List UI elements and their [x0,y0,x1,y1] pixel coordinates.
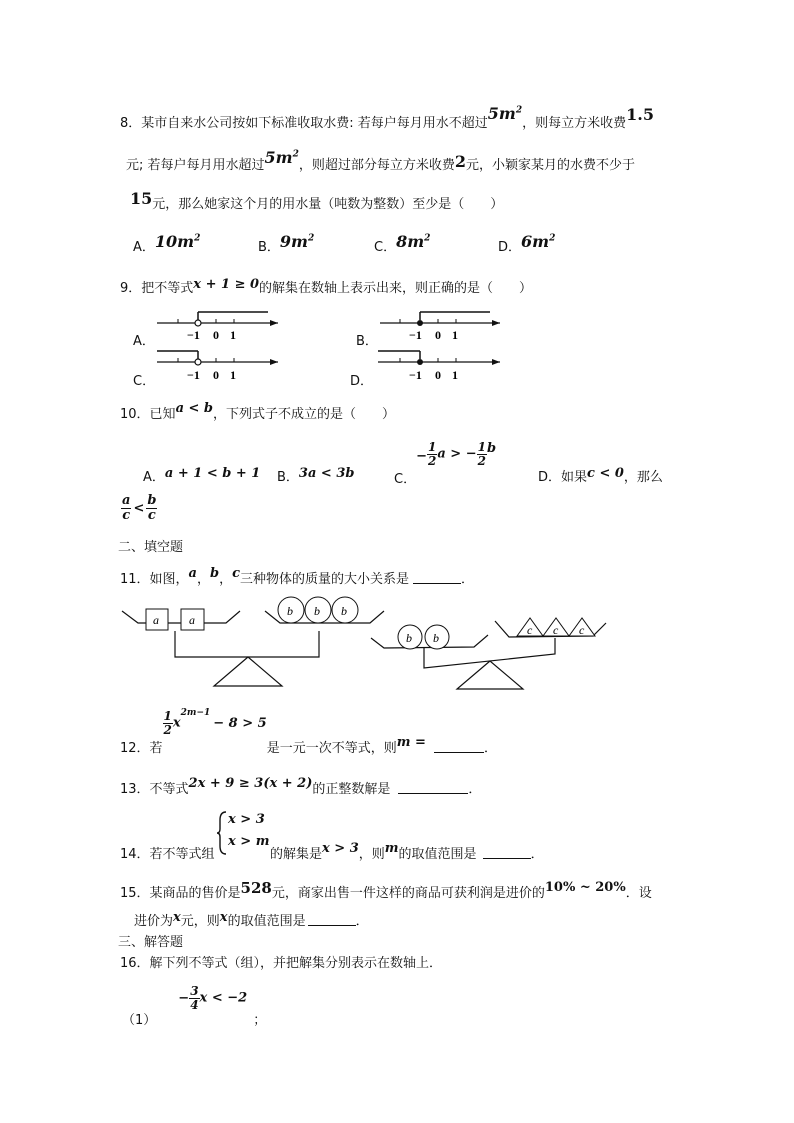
q8-amount: 15 [130,189,153,208]
q8-option-b[interactable]: B．$9m^2$ [258,232,315,255]
q8-price-2: 2 [454,152,466,171]
q10-line: 10．已知a < b，下列式子不成立的是（ ） [120,401,396,422]
q13-answer-blank[interactable] [398,781,468,794]
q11-line: 11．如图，a，b，c三种物体的质量的大小关系是 ． [120,566,475,587]
q8-price-1-5: 1.5 [626,105,654,124]
section-solve-title: 三、解答题 [118,935,184,950]
q9-a-tick-1: 1 [230,328,236,342]
q12-line: 12．若 $\frac{1}{2}$ $x^{2m-1}- 8 > 5$是一元一次不等式，则m = ． [120,708,497,756]
q14-brace-icon [216,810,228,856]
q11-tri-c3: c [579,623,585,637]
q13-line: 13．不等式2x + 9 ≥ 3(x + 2)的正整数解是 ． [120,776,482,797]
q11-circle-b3: b [341,604,347,618]
q16-part1: （1）− $\frac{3}{4}$ x < −2； [122,984,267,1028]
q9-number-line-d [378,351,500,382]
q9-expr: x + 1 ≥ 0 [193,277,260,292]
q9-c-tick-1: 1 [230,368,236,382]
q9-b-tick-0: 0 [435,328,441,342]
q9-a-tick-neg1: −1 [187,328,200,342]
q9-number-line-b [380,312,500,342]
q11-circle-b5: b [433,631,439,645]
section-fill-in-title: 二、填空题 [118,540,184,555]
q9-line: 9．把不等式x + 1 ≥ 0的解集在数轴上表示出来，则正确的是（ ） [120,277,533,296]
q8-text: 某市自来水公司按如下标准收取水费: 若每户每月用水不超过 [141,116,488,131]
q11-answer-blank[interactable] [413,571,461,584]
q14-answer-blank[interactable] [483,846,531,859]
q15-answer-blank[interactable] [308,913,356,926]
q9-c-tick-neg1: −1 [187,368,200,382]
q10-option-c[interactable]: C．− $\frac{1}{2}$ a > − $\frac{1}{2}$ b [394,440,497,487]
q9-option-a-label[interactable]: A． [133,334,155,349]
q10-option-d[interactable]: D．如果c < 0，那么 [538,466,663,485]
q9-d-tick-0: 0 [435,368,441,382]
q8-expr-5m2: $5m^2$ [487,104,523,123]
q8-line2: 元; 若每户每月用水超过$5m^2$，则超过部分每立方米收费2元，小颖家某月的水费不少于 [126,148,636,173]
q11-tri-c1: c [527,623,533,637]
q14-line: 14．若不等式组 [120,847,215,862]
q10-option-a[interactable]: A．a + 1 < b + 1 [143,466,261,485]
q8-line3: 15元，那么她家这个月的用水量（吨数为整数）至少是（ ） [130,189,504,212]
q9-number-line-a [157,312,278,342]
q11-box-a2: a [189,613,195,627]
q8-option-d[interactable]: D．$6m^2$ [498,232,556,255]
q9-option-b-label[interactable]: B． [356,334,378,349]
q11-left-balance [122,597,384,686]
q9-c-tick-0: 0 [213,368,219,382]
q14-line-rest: 的解集是x > 3，则m的取值范围是 ． [270,841,544,862]
q10-option-b[interactable]: B．3a < 3b [277,466,355,485]
q11-circle-b2: b [314,604,320,618]
q16-line: 16．解下列不等式（组），并把解集分别表示在数轴上． [120,956,443,971]
q9-option-d-label[interactable]: D． [350,374,374,389]
q15-line2: 进价为x元，则x的取值范围是 ． [134,910,369,929]
q8-option-c[interactable]: C．$8m^2$ [374,232,431,255]
q8-option-a[interactable]: A．$10m^2$ [133,232,201,255]
q12-answer-blank[interactable] [434,740,484,753]
q14-system-line2: x > m [228,834,270,849]
q15-line1: 15．某商品的售价是528元，商家出售一件这样的商品可获利润是进价的10% ~ 20%．设 [120,879,652,901]
q9-number-line-c [157,351,278,382]
q9-d-tick-neg1: −1 [409,368,422,382]
q9-b-tick-neg1: −1 [409,328,422,342]
q10-option-d-fraction: $\frac{a}{c}$ < $\frac{b}{c}$ [122,493,157,523]
q11-tri-c2: c [553,623,559,637]
q11-right-balance [371,618,606,689]
q11-balance-figure [0,590,794,700]
q8-expr-5m2-b: $5m^2$ [264,148,299,167]
q9-a-tick-0: 0 [213,328,219,342]
q8-line1: 8．某市自来水公司按如下标准收取水费: 若每户每月用水不超过$5m^2$，则每立方米收费1.5 [120,104,654,131]
q11-circle-b1: b [287,604,293,618]
q9-d-tick-1: 1 [452,368,458,382]
q14-system-line1: x > 3 [228,812,265,827]
q11-circle-b4: b [406,631,412,645]
q9-number-lines [0,0,794,400]
q9-option-c-label[interactable]: C． [133,374,156,389]
q10-expr: a < b [175,401,214,416]
q8-number: 8． [120,116,142,131]
q11-box-a1: a [153,613,159,627]
q9-b-tick-1: 1 [452,328,458,342]
